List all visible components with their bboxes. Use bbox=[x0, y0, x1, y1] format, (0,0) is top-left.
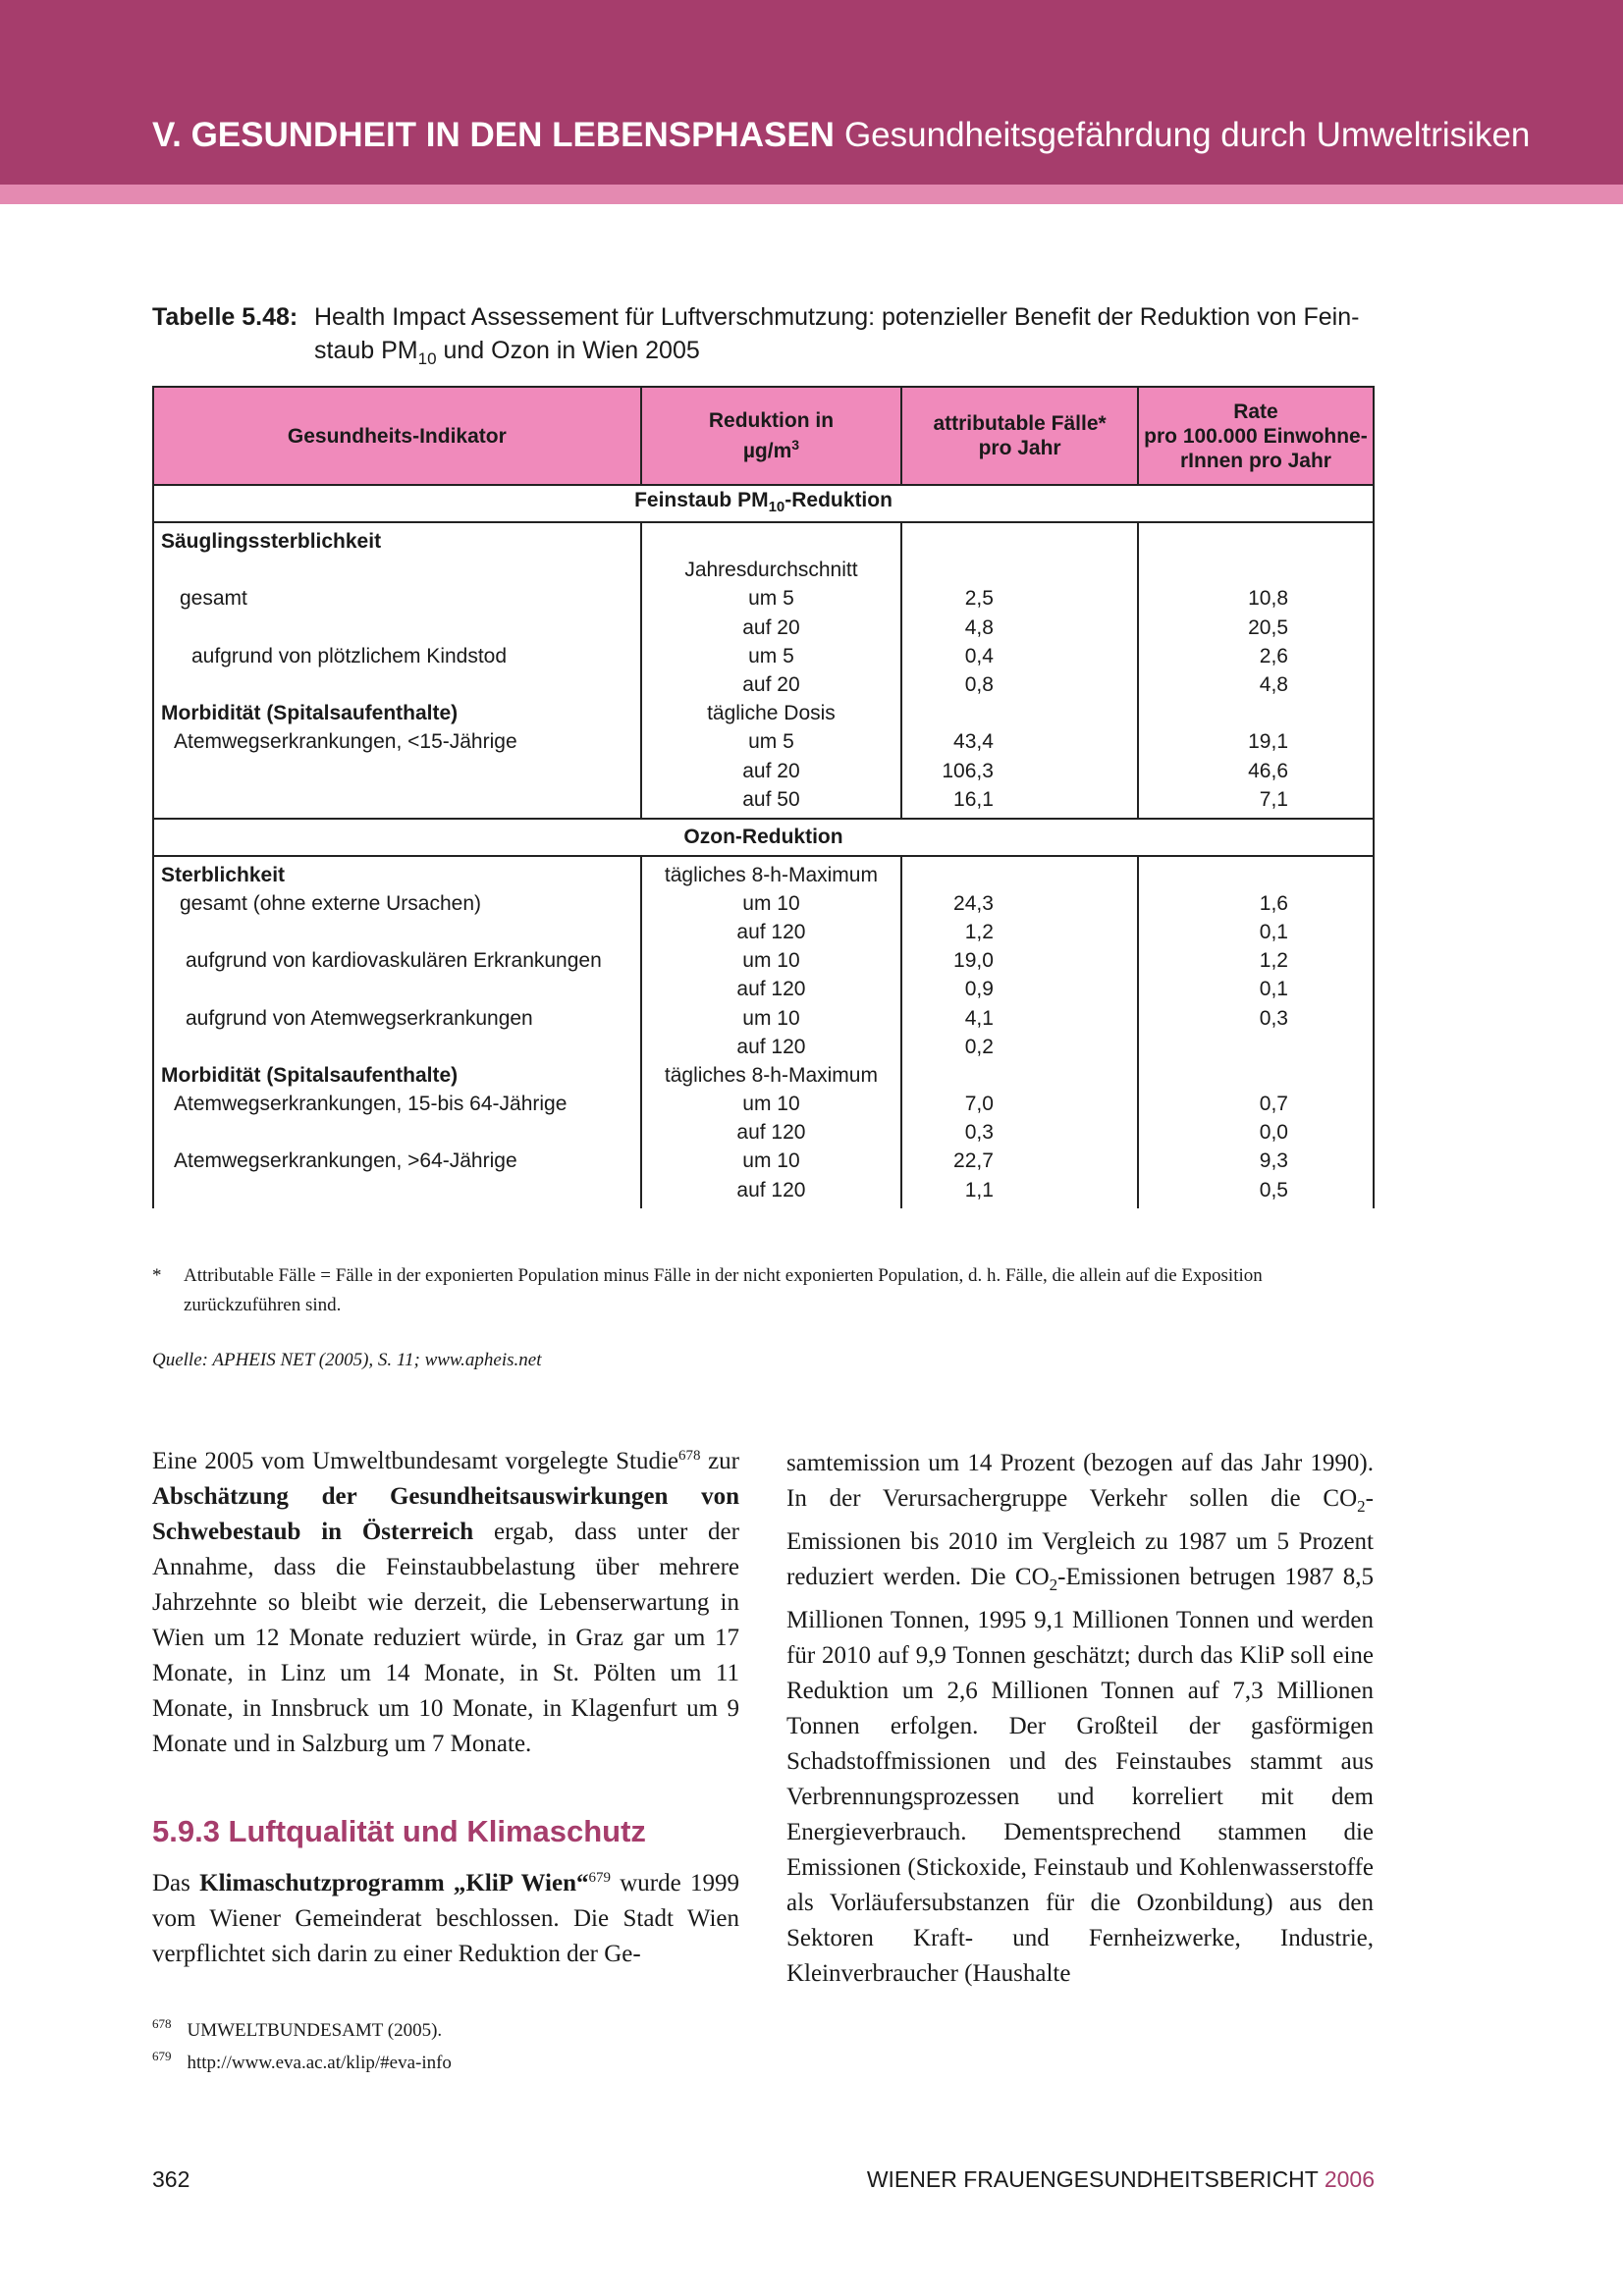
table-cell: um 10 bbox=[641, 1003, 902, 1032]
table-source: Quelle: APHEIS NET (2005), S. 11; www.apheis.net bbox=[152, 1350, 542, 1370]
footnote-ref-678: 678 bbox=[678, 1448, 701, 1464]
section-feinstaub: Feinstaub $PM_{10}$-Reduktion bbox=[153, 485, 1374, 522]
table-cell bbox=[1138, 522, 1374, 556]
caption-line1: Health Impact Assessement für Luftverschmutzung: potenzieller Benefit der Reduktion von Fein- bbox=[314, 303, 1360, 331]
caption-line2a: staub PM bbox=[314, 337, 418, 364]
table-cell: 10,8 bbox=[1138, 584, 1374, 613]
table-cell: Morbidität (Spitalsaufenthalte) bbox=[153, 1061, 641, 1090]
table-cell bbox=[901, 522, 1138, 556]
table-cell: um 10 bbox=[641, 1090, 902, 1118]
table-cell: Morbidität (Spitalsaufenthalte) bbox=[153, 699, 641, 727]
footnote-679: $^{679}$ http://www.eva.ac.at/klip/#eva-info bbox=[152, 2049, 452, 2073]
table-row bbox=[153, 727, 1374, 756]
table-cell bbox=[1138, 1061, 1374, 1090]
header-reduction: Reduktion in $\mu g/m^3$ bbox=[641, 387, 902, 485]
header-attributable: attributable Fälle* pro Jahr bbox=[901, 387, 1138, 485]
table-cell: 4,8 bbox=[901, 614, 1138, 642]
header-stripe bbox=[0, 185, 1623, 204]
table-cell: gesamt bbox=[153, 584, 641, 613]
table-cell: 0,1 bbox=[1138, 918, 1374, 946]
table-row bbox=[153, 642, 1374, 670]
table-row bbox=[153, 522, 1374, 556]
table-cell: um 5 bbox=[641, 727, 902, 756]
table-cell: 7,1 bbox=[1138, 785, 1374, 819]
table-cell bbox=[1138, 856, 1374, 889]
table-row bbox=[153, 1061, 1374, 1090]
table-caption bbox=[152, 300, 1375, 376]
table-cell: 0,8 bbox=[901, 670, 1138, 699]
table-cell: 1,2 bbox=[901, 918, 1138, 946]
table-row bbox=[153, 556, 1374, 584]
table-cell: 0,2 bbox=[901, 1033, 1138, 1061]
table-cell: um 10 bbox=[641, 889, 902, 918]
section-ozon: Ozon-Reduktion bbox=[153, 819, 1374, 856]
table-cell bbox=[153, 975, 641, 1003]
table-cell: tägliches 8-h-Maximum bbox=[641, 1061, 902, 1090]
table-row bbox=[153, 614, 1374, 642]
table-cell: 19,1 bbox=[1138, 727, 1374, 756]
table-cell: 19,0 bbox=[901, 946, 1138, 975]
table-cell: 20,5 bbox=[1138, 614, 1374, 642]
table-cell: 46,6 bbox=[1138, 757, 1374, 785]
table-cell: auf 20 bbox=[641, 757, 902, 785]
header-rate: Rate pro 100.000 Einwohne- rInnen pro Jahr bbox=[1138, 387, 1374, 485]
header-indicator: Gesundheits-Indikator bbox=[153, 387, 641, 485]
table-cell: 24,3 bbox=[901, 889, 1138, 918]
table-row bbox=[153, 1118, 1374, 1147]
table-cell bbox=[901, 856, 1138, 889]
table-cell: auf 120 bbox=[641, 975, 902, 1003]
table-cell bbox=[153, 918, 641, 946]
table-cell: 0,4 bbox=[901, 642, 1138, 670]
table-row bbox=[153, 856, 1374, 889]
table-cell bbox=[153, 1033, 641, 1061]
table-cell: 106,3 bbox=[901, 757, 1138, 785]
table-cell: Atemwegserkrankungen, 15-bis 64-Jährige bbox=[153, 1090, 641, 1118]
table-row bbox=[153, 699, 1374, 727]
table-cell: Atemwegserkrankungen, <15-Jährige bbox=[153, 727, 641, 756]
table-cell: 0,0 bbox=[1138, 1118, 1374, 1147]
chapter-title bbox=[152, 116, 1530, 155]
table-cell bbox=[901, 556, 1138, 584]
table-cell: um 5 bbox=[641, 584, 902, 613]
table-cell: 2,5 bbox=[901, 584, 1138, 613]
table-cell: auf 20 bbox=[641, 670, 902, 699]
table-cell bbox=[153, 757, 641, 785]
page-number: 362 bbox=[152, 2166, 190, 2192]
table-cell: aufgrund von Atemwegserkrankungen bbox=[153, 1003, 641, 1032]
table-cell: tägliches 8-h-Maximum bbox=[641, 856, 902, 889]
table-row bbox=[153, 946, 1374, 975]
table-row bbox=[153, 1003, 1374, 1032]
left-column-paragraph-2: Das Klimaschutzprogramm „KliP Wien“$^{679}$ wurde 1999 vom Wiener Gemeinderat beschlossen. Die Stadt Wien verpflichtet sich darin zu einer Reduktion der Ge- bbox=[152, 1870, 739, 1967]
table-row bbox=[153, 918, 1374, 946]
table-cell: auf 50 bbox=[641, 785, 902, 819]
section-heading: 5.9.3 Luftqualität und Klimaschutz bbox=[152, 1814, 646, 1848]
right-column-paragraph: samtemission um 14 Prozent (bezogen auf das Jahr 1990). In der Verursachergruppe Verkehr sollen die $CO_2$-Emissionen bis 2010 im Vergleich zu 1987 um 5 Prozent reduziert werden. Die $CO_2$-Emissionen betrugen 1987 8,5 Millionen Tonnen, 1995 9,1 Millionen Tonnen und werden für 2010 auf 9,9 Tonnen geschätzt; durch das KliP soll eine Reduktion um 2,6 Millionen Tonnen auf 7,3 Millionen Tonnen erfolgen. Der Großteil der gasförmigen Schadstoffmissionen und des Feinstaubes stammt aus Verbrennungsprozessen und korreliert mit dem Energieverbrauch. Dementsprechend stammen die Emissionen (Stickoxide, Feinstaub und Kohlenwasserstoffe als Vorläufersubstanzen für die Ozonbildung) aus den Sektoren Kraft- und Fernheizwerke, Industrie, Kleinverbraucher (Haushalte bbox=[786, 1450, 1374, 1987]
table-row bbox=[153, 889, 1374, 918]
table-row bbox=[153, 1090, 1374, 1118]
table-header-row bbox=[153, 387, 1374, 485]
table-cell bbox=[1138, 556, 1374, 584]
table-cell: tägliche Dosis bbox=[641, 699, 902, 727]
table-cell: 7,0 bbox=[901, 1090, 1138, 1118]
footnote-star: * bbox=[152, 1265, 162, 1286]
table-cell: aufgrund von kardiovaskulären Erkrankungen bbox=[153, 946, 641, 975]
table-cell: 0,9 bbox=[901, 975, 1138, 1003]
table-cell: Jahresdurchschnitt bbox=[641, 556, 902, 584]
table-cell: auf 120 bbox=[641, 1033, 902, 1061]
table-cell: auf 120 bbox=[641, 1176, 902, 1208]
table-row bbox=[153, 975, 1374, 1003]
footnote-ref-679: 679 bbox=[588, 1870, 611, 1886]
table-row bbox=[153, 785, 1374, 819]
table-cell bbox=[901, 699, 1138, 727]
table-cell: Säuglingssterblichkeit bbox=[153, 522, 641, 556]
table-label: Tabelle 5.48: bbox=[152, 303, 298, 331]
chapter-subtitle: Gesundheitsgefährdung durch Umweltrisiken bbox=[843, 116, 1531, 154]
table-cell: 4,8 bbox=[1138, 670, 1374, 699]
table-row bbox=[153, 757, 1374, 785]
table-cell: 9,3 bbox=[1138, 1147, 1374, 1175]
table-cell: 0,7 bbox=[1138, 1090, 1374, 1118]
table-cell: 0,1 bbox=[1138, 975, 1374, 1003]
table-cell: 43,4 bbox=[901, 727, 1138, 756]
table-row bbox=[153, 584, 1374, 613]
table-cell: um 10 bbox=[641, 946, 902, 975]
table-cell: Sterblichkeit bbox=[153, 856, 641, 889]
chapter-label: V. GESUNDHEIT IN DEN LEBENSPHASEN bbox=[152, 116, 835, 154]
table-cell bbox=[153, 1176, 641, 1208]
table-row bbox=[153, 1147, 1374, 1175]
table-cell bbox=[153, 614, 641, 642]
table-row bbox=[153, 1033, 1374, 1061]
table-cell bbox=[641, 522, 902, 556]
table-cell: aufgrund von plötzlichem Kindstod bbox=[153, 642, 641, 670]
table-title bbox=[314, 300, 1375, 376]
table-cell bbox=[153, 670, 641, 699]
table-cell: auf 120 bbox=[641, 918, 902, 946]
footnote-text: Attributable Fälle = Fälle in der exponierten Population minus Fälle in der nicht exponierten Population, d. h. Fälle, die allein auf die Exposition zurückzuführen sind. bbox=[184, 1265, 1263, 1315]
header-banner bbox=[0, 0, 1623, 185]
table-footnote bbox=[152, 1261, 1375, 1320]
table-cell: Atemwegserkrankungen, >64-Jährige bbox=[153, 1147, 641, 1175]
table-cell bbox=[901, 1061, 1138, 1090]
table-cell: 1,2 bbox=[1138, 946, 1374, 975]
footnote-678: $^{678}$ UMWELTBUNDESAMT (2005). bbox=[152, 2016, 443, 2041]
table-cell: 4,1 bbox=[901, 1003, 1138, 1032]
caption-sub: 10 bbox=[417, 349, 437, 368]
table-cell: 16,1 bbox=[901, 785, 1138, 819]
table-cell: 0,3 bbox=[901, 1118, 1138, 1147]
table-cell: 0,5 bbox=[1138, 1176, 1374, 1208]
table-cell bbox=[1138, 1033, 1374, 1061]
table-cell: um 10 bbox=[641, 1147, 902, 1175]
table-cell: auf 20 bbox=[641, 614, 902, 642]
table-row bbox=[153, 1176, 1374, 1208]
table-cell: 2,6 bbox=[1138, 642, 1374, 670]
table-cell: 1,1 bbox=[901, 1176, 1138, 1208]
table-cell bbox=[153, 1118, 641, 1147]
table-cell: gesamt (ohne externe Ursachen) bbox=[153, 889, 641, 918]
health-impact-table bbox=[152, 386, 1375, 1208]
table-cell: 0,3 bbox=[1138, 1003, 1374, 1032]
table-cell bbox=[153, 556, 641, 584]
table-cell bbox=[1138, 699, 1374, 727]
table-cell: auf 120 bbox=[641, 1118, 902, 1147]
table-cell: um 5 bbox=[641, 642, 902, 670]
table-cell: 22,7 bbox=[901, 1147, 1138, 1175]
table-cell: 1,6 bbox=[1138, 889, 1374, 918]
table-cell bbox=[153, 785, 641, 819]
report-title: WIENER FRAUENGESUNDHEITSBERICHT 2006 bbox=[866, 2166, 1375, 2192]
left-column-paragraph: Eine 2005 vom Umweltbundesamt vorgelegte Studie$^{678}$ zur Abschätzung der Gesundheitsauswirkungen von Schwebestaub in Österreich ergab, dass unter der Annahme, dass die Feinstaubbelastung über mehrere Jahrzehnte so bleibt wie derzeit, die Lebenserwartung in Wien um 12 Monate reduziert würde, in Graz gar um 17 Monate, in Linz um 14 Monate, in St. Pölten um 11 Monate, in Innsbruck um 10 Monate, in Klagenfurt um 9 Monate und in Salzburg um 7 Monate. bbox=[152, 1448, 740, 1757]
caption-line2b: und Ozon in Wien 2005 bbox=[436, 337, 700, 364]
table-row bbox=[153, 670, 1374, 699]
